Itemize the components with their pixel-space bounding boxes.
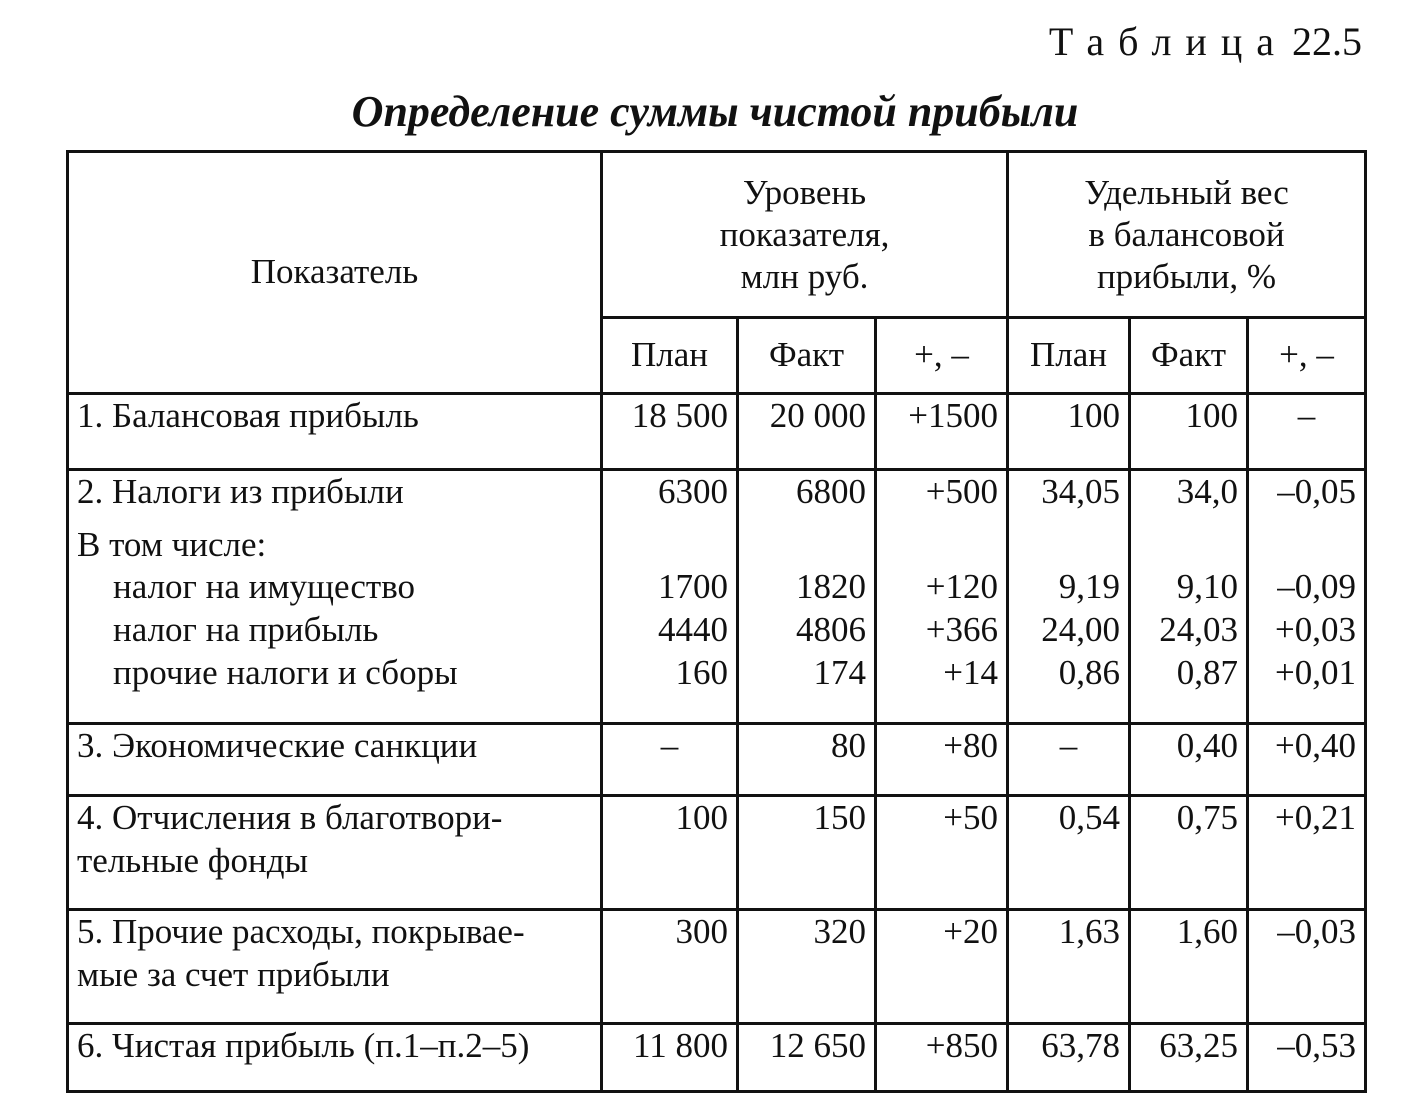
share-fact-value: 24,03 bbox=[1159, 610, 1239, 650]
breakdown-label: налог на прибыль bbox=[113, 610, 379, 650]
share-diff-value: +0,03 bbox=[1275, 610, 1357, 650]
plan-value-group bbox=[602, 470, 738, 724]
share-diff-value: –0,05 bbox=[1277, 472, 1357, 511]
diff-value: +20 bbox=[876, 910, 1008, 1024]
share-fact-value: 34,0 bbox=[1176, 472, 1239, 511]
share-plan-value: 0,86 bbox=[1058, 652, 1121, 692]
row-label: 3. Экономические санкции bbox=[68, 724, 602, 796]
row-label: 6. Чистая прибыль (п.1–п.2–5) bbox=[68, 1024, 602, 1092]
share-fact-value: 9,10 bbox=[1176, 567, 1239, 607]
share-fact-value: 63,25 bbox=[1130, 1024, 1248, 1092]
fact-value: 80 bbox=[738, 724, 876, 796]
row-label: 5. Прочие расходы, покрывае- bbox=[77, 912, 525, 951]
plan-value: 160 bbox=[675, 652, 728, 692]
table-word: Таблица bbox=[1048, 19, 1288, 64]
fact-value: 1820 bbox=[796, 567, 866, 607]
share-plan-value: 24,00 bbox=[1041, 610, 1121, 650]
share-diff-value: –0,09 bbox=[1277, 567, 1357, 607]
plan-header: План bbox=[602, 318, 738, 394]
diff-value-group bbox=[876, 470, 1008, 724]
level-group-header bbox=[602, 152, 1008, 318]
share-fact-value: 0,87 bbox=[1176, 652, 1239, 692]
share-fact-value: 1,60 bbox=[1130, 910, 1248, 1024]
table-row bbox=[68, 394, 1366, 470]
plan-value: 1700 bbox=[658, 567, 728, 607]
profit-table bbox=[66, 150, 1367, 1093]
fact-value: 150 bbox=[738, 796, 876, 910]
share-plan-value: 0,54 bbox=[1008, 796, 1130, 910]
plan-value: 4440 bbox=[658, 610, 728, 650]
share-diff-value: +0,40 bbox=[1248, 724, 1366, 796]
share-diff-value: +0,01 bbox=[1275, 652, 1357, 692]
share-header-line: в балансовой bbox=[1088, 214, 1285, 254]
diff-value: +850 bbox=[876, 1024, 1008, 1092]
fact-value: 12 650 bbox=[738, 1024, 876, 1092]
row-label: мые за счет прибыли bbox=[77, 954, 390, 994]
fact-value-group bbox=[738, 470, 876, 724]
share-plan-value: 1,63 bbox=[1008, 910, 1130, 1024]
plan-value: 18 500 bbox=[602, 394, 738, 470]
fact-value: 6800 bbox=[796, 472, 866, 511]
indicator-header: Показатель bbox=[68, 152, 602, 394]
share-plan-value: 34,05 bbox=[1041, 472, 1121, 511]
share-group-header bbox=[1008, 152, 1366, 318]
share-plan-value: 100 bbox=[1008, 394, 1130, 470]
diff-value: +1500 bbox=[876, 394, 1008, 470]
share-diff-header: +, – bbox=[1248, 318, 1366, 394]
share-fact-value: 0,40 bbox=[1130, 724, 1248, 796]
breakdown-label: прочие налоги и сборы bbox=[113, 652, 458, 692]
header-row-groups bbox=[68, 152, 1366, 318]
share-fact-value: 100 bbox=[1130, 394, 1248, 470]
table-row bbox=[68, 724, 1366, 796]
plan-value: 6300 bbox=[658, 472, 728, 511]
fact-value: 4806 bbox=[796, 610, 866, 650]
share-plan-value-group bbox=[1008, 470, 1130, 724]
diff-value: +366 bbox=[925, 610, 999, 650]
plan-value: 100 bbox=[602, 796, 738, 910]
share-diff-value: –0,03 bbox=[1248, 910, 1366, 1024]
row-label-group bbox=[68, 796, 602, 910]
row-label: 4. Отчисления в благотвори- bbox=[77, 798, 503, 837]
level-header-line: показателя, bbox=[719, 214, 890, 254]
share-plan-value: – bbox=[1008, 724, 1130, 796]
share-fact-header: Факт bbox=[1130, 318, 1248, 394]
diff-header: +, – bbox=[876, 318, 1008, 394]
table-number-label bbox=[1049, 18, 1362, 65]
share-header-line: Удельный вес bbox=[1084, 172, 1289, 212]
share-diff-value: – bbox=[1248, 394, 1366, 470]
share-plan-header: План bbox=[1008, 318, 1130, 394]
diff-value: +50 bbox=[876, 796, 1008, 910]
fact-value: 320 bbox=[738, 910, 876, 1024]
fact-value: 174 bbox=[813, 652, 866, 692]
fact-value: 20 000 bbox=[738, 394, 876, 470]
share-plan-value: 9,19 bbox=[1058, 567, 1121, 607]
row-label: 1. Балансовая прибыль bbox=[68, 394, 602, 470]
share-plan-value: 63,78 bbox=[1008, 1024, 1130, 1092]
diff-value: +14 bbox=[943, 652, 999, 692]
row-label: 2. Налоги из прибыли bbox=[77, 472, 404, 511]
share-diff-value-group bbox=[1248, 470, 1366, 724]
share-fact-value: 0,75 bbox=[1130, 796, 1248, 910]
row-label: тельные фонды bbox=[77, 840, 309, 880]
table-row bbox=[68, 910, 1366, 1024]
table-row bbox=[68, 470, 1366, 724]
diff-value: +80 bbox=[876, 724, 1008, 796]
fact-header: Факт bbox=[738, 318, 876, 394]
level-header-line: Уровень bbox=[742, 172, 867, 212]
table-row bbox=[68, 1024, 1366, 1092]
breakdown-label: налог на имущество bbox=[113, 567, 416, 607]
table-row bbox=[68, 796, 1366, 910]
document-title: Определение суммы чистой прибыли bbox=[351, 87, 1079, 136]
share-header-line: прибыли, % bbox=[1096, 256, 1277, 296]
share-fact-value-group bbox=[1130, 470, 1248, 724]
level-header-line: млн руб. bbox=[740, 256, 869, 296]
row-label-group bbox=[68, 470, 602, 724]
plan-value: 11 800 bbox=[602, 1024, 738, 1092]
share-diff-value: –0,53 bbox=[1248, 1024, 1366, 1092]
breakdown-intro: В том числе: bbox=[77, 524, 267, 564]
diff-value: +500 bbox=[925, 472, 999, 511]
diff-value: +120 bbox=[925, 567, 999, 607]
row-label-group bbox=[68, 910, 602, 1024]
plan-value: 300 bbox=[602, 910, 738, 1024]
plan-value: – bbox=[602, 724, 738, 796]
table-number: 22.5 bbox=[1292, 19, 1362, 64]
share-diff-value: +0,21 bbox=[1248, 796, 1366, 910]
